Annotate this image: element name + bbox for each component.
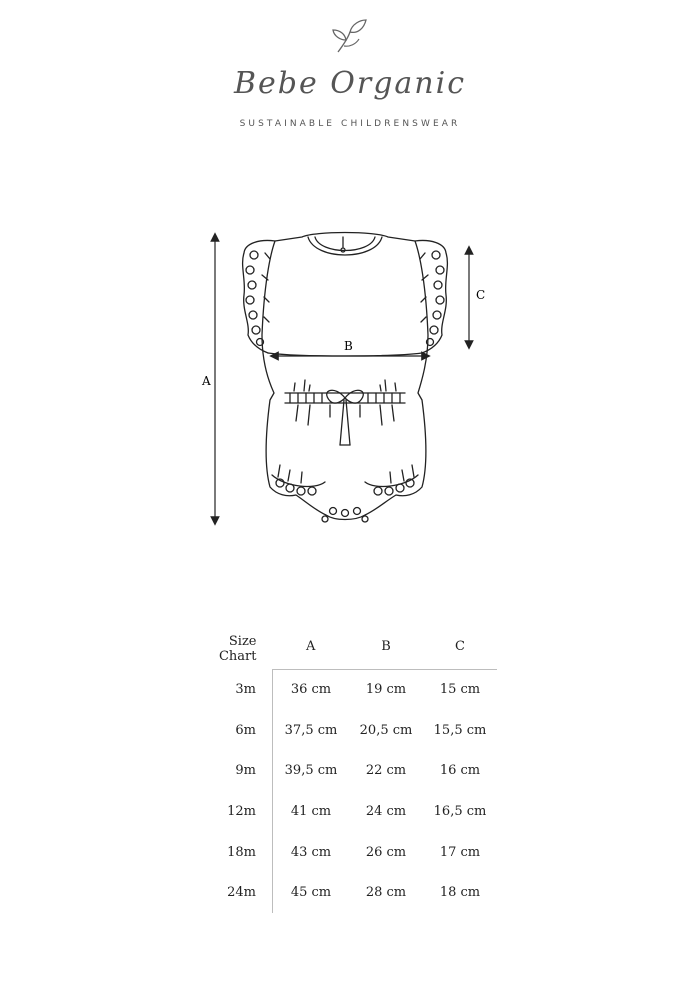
size-chart-title — [202, 625, 273, 669]
size-label: 12m — [227, 804, 256, 820]
table-row — [202, 832, 497, 873]
brand-name: Bebe Organic — [233, 66, 467, 101]
cell-b: 26 cm — [365, 844, 407, 860]
cell-c: 17 cm — [439, 844, 481, 860]
cell-a: 45 cm — [273, 872, 350, 913]
size-label: 18m — [227, 844, 256, 860]
size-label: 6m — [235, 722, 256, 738]
cell-a: 36 cm — [273, 669, 350, 710]
size-label: 24m — [227, 885, 256, 901]
cell-b: 20,5 cm — [359, 722, 413, 738]
leaf-sprig-icon — [330, 16, 370, 58]
table-row — [202, 751, 497, 792]
table-row — [202, 669, 497, 710]
cell-c: 16 cm — [439, 763, 481, 779]
table-row — [202, 710, 497, 751]
cell-b: 24 cm — [365, 804, 407, 820]
dimension-b-label: B — [344, 339, 353, 353]
dimension-a-label: A — [202, 374, 211, 388]
brand-tagline: SUSTAINABLE CHILDRENSWEAR — [239, 119, 461, 129]
size-label: 3m — [235, 682, 256, 698]
cell-c: 15 cm — [439, 682, 481, 698]
cell-c: 18 cm — [439, 885, 481, 901]
table-row — [202, 872, 497, 913]
column-header-a: A — [273, 625, 350, 669]
cell-b: 19 cm — [365, 682, 407, 698]
table-row — [202, 791, 497, 832]
cell-a: 39,5 cm — [273, 751, 350, 792]
romper-garment-illustration — [190, 225, 500, 535]
dimension-c-label: C — [476, 288, 486, 302]
size-chart-title-line2: Chart — [218, 649, 257, 664]
size-chart-table — [202, 625, 497, 913]
size-label: 9m — [235, 763, 256, 779]
size-chart-title-line1: Size — [228, 634, 257, 649]
size-chart-header-row — [202, 625, 497, 669]
cell-a: 37,5 cm — [273, 710, 350, 751]
column-header-b: B — [349, 625, 423, 669]
column-header-c: C — [423, 625, 497, 669]
cell-a: 41 cm — [273, 791, 350, 832]
cell-c: 16,5 cm — [433, 804, 487, 820]
cell-a: 43 cm — [273, 832, 350, 873]
cell-c: 15,5 cm — [433, 722, 487, 738]
cell-b: 28 cm — [365, 885, 407, 901]
cell-b: 22 cm — [365, 763, 407, 779]
